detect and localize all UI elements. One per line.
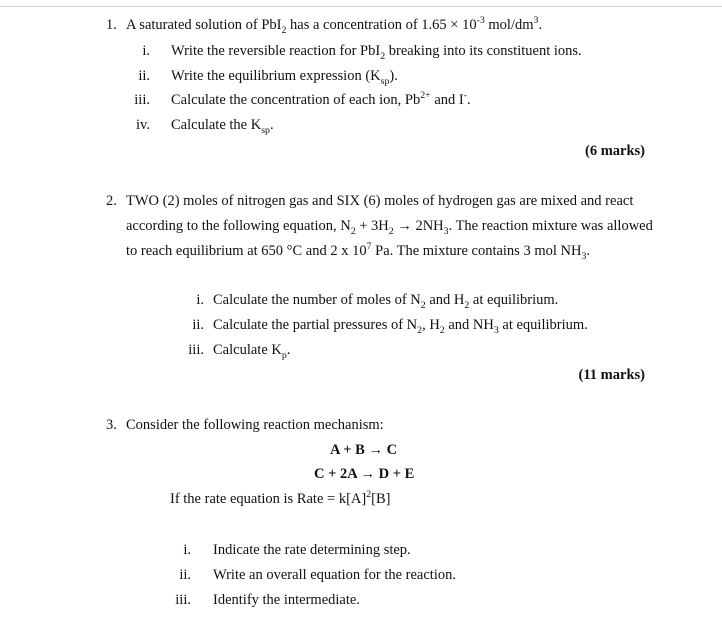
q3-stem: Consider the following reaction mechanism: xyxy=(126,417,384,433)
q2-marks: (11 marks) xyxy=(578,367,645,383)
q1-item-text: Calculate the concentration of each ion, $Pb^{2+}$ and I-. xyxy=(171,90,471,108)
q2-item-number: i. xyxy=(196,292,204,308)
top-border xyxy=(0,6,722,7)
q1-item-number: ii. xyxy=(138,68,150,84)
q3-item-number: ii. xyxy=(179,567,191,583)
q1-number: 1. xyxy=(106,17,117,33)
q2-item-text: Calculate the number of moles of $N_2$ and $H_2$ at equilibrium. xyxy=(213,292,559,311)
q1-item-text: Write the equilibrium expression $(K_{sp})$. xyxy=(171,68,398,87)
q3-rate-equation: If the rate equation is Rate = $k[A]^2[B]$ xyxy=(170,489,391,507)
q2-line-1: TWO (2) moles of nitrogen gas and SIX (6) moles of hydrogen gas are mixed and react xyxy=(126,193,634,209)
q3-mechanism-step-1: A + B → C xyxy=(330,442,398,458)
q1-stem: A saturated solution of PbI$_2$ has a concentration of $1.65 \times 10^{-3}$ mol/$dm^3$. xyxy=(126,15,543,36)
q2-line-3: to reach equilibrium at 650 °C and 2 x $10^7$ Pa. The mixture contains 3 mol $NH_3$. xyxy=(126,241,590,262)
q3-item-text: Identify the intermediate. xyxy=(213,592,360,608)
q1-marks: (6 marks) xyxy=(584,143,645,159)
q1-item-number: iii. xyxy=(134,92,150,108)
q1-item-text: Write the reversible reaction for PbI$_2$ breaking into its constituent ions. xyxy=(171,43,582,62)
q3-item-text: Write an overall equation for the reaction. xyxy=(213,567,456,583)
q3-item-number: i. xyxy=(183,542,191,558)
q2-item-number: iii. xyxy=(188,342,204,358)
q1-item-text: Calculate the $K_{sp}$. xyxy=(171,117,274,136)
q2-item-number: ii. xyxy=(192,317,204,333)
q3-item-number: iii. xyxy=(175,592,191,608)
q2-item-text: Calculate $K_p$. xyxy=(213,342,291,361)
q3-number: 3. xyxy=(106,417,117,433)
q2-line-2: according to the following equation, $N_2 + 3H_2 \to 2NH_3$. The reaction mixture was allowed xyxy=(126,218,653,237)
q2-item-text: Calculate the partial pressures of $N_2$, $H_2$ and $NH_3$ at equilibrium. xyxy=(213,317,588,336)
q3-item-text: Indicate the rate determining step. xyxy=(213,542,411,558)
q2-number: 2. xyxy=(106,193,117,209)
q1-item-number: i. xyxy=(142,43,150,59)
q1-item-number: iv. xyxy=(136,117,150,133)
q3-mechanism-step-2: C + 2A → D + E xyxy=(314,466,415,482)
